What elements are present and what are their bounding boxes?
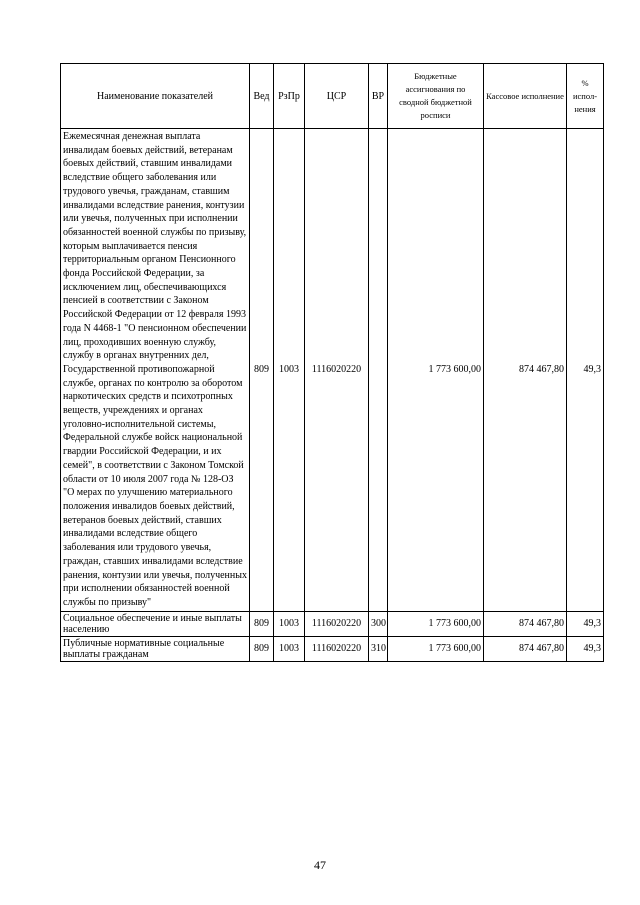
- row-vr: [369, 129, 388, 612]
- header-vr: ВР: [369, 64, 388, 129]
- row-cash: 874 467,80: [484, 611, 567, 636]
- row-name: Ежемесячная денежная выплата инвалидам боевых действий, ветеранам боевых действий, ставшим инвалидами вследствие общего заболевания или трудового увечья, гражданам, ставшим инвалидами вследствие ранения, контузии или увечья, полученных при исполнении обязанностей военной службы по призыву, которым выплачивается пенсия территориальным органом Пенсионного фонда Российской Федерации, за исключением лиц, обеспечивающихся пенсией в соответствии с Законом Российской Федерации от 12 февраля 1993 года N 4468-1 "О пенсионном обеспечении лиц, проходивших военную службу, службу в органах внутренних дел, Государственной противопожарной службе, органах по контролю за оборотом наркотических средств и психотропных веществ, учреждениях и органах уголовно-исполнительной системы, Федеральной службе войск национальной гвардии Российской Федерации, и их семей", в соответствии с Законом Томской области от 10 июля 2007 года № 128-ОЗ "О мерах по улучшению материального положения инвалидов боевых действий, ветеранов боевых действий, ставших инвалидами вследствие общего заболевания или трудового увечья, граждан, ставших инвалидами вследствие ранения, контузии или увечья, полученных при исполнении обязанностей военной службы по призыву": [61, 129, 250, 612]
- row-cash: 874 467,80: [484, 129, 567, 612]
- header-csr: ЦСР: [305, 64, 369, 129]
- table-row: [61, 611, 604, 636]
- row-vr: 300: [369, 611, 388, 636]
- table-row: [61, 636, 604, 661]
- header-percent: % испол-нения: [567, 64, 604, 129]
- row-ved: 809: [250, 636, 274, 661]
- table-header-row: [61, 64, 604, 129]
- row-percent: 49,3: [567, 129, 604, 612]
- header-ved: Вед: [250, 64, 274, 129]
- row-allocations: 1 773 600,00: [388, 129, 484, 612]
- header-cash: Кассовое исполнение: [484, 64, 567, 129]
- row-rzpr: 1003: [274, 611, 305, 636]
- row-name: Социальное обеспечение и иные выплаты населению: [61, 611, 250, 636]
- row-percent: 49,3: [567, 636, 604, 661]
- row-allocations: 1 773 600,00: [388, 636, 484, 661]
- row-csr: 1116020220: [305, 611, 369, 636]
- row-ved: 809: [250, 129, 274, 612]
- header-name: Наименование показателей: [61, 64, 250, 129]
- row-vr: 310: [369, 636, 388, 661]
- budget-execution-table: [60, 63, 604, 662]
- row-csr: 1116020220: [305, 636, 369, 661]
- row-rzpr: 1003: [274, 636, 305, 661]
- row-rzpr: 1003: [274, 129, 305, 612]
- table-row: [61, 129, 604, 612]
- row-percent: 49,3: [567, 611, 604, 636]
- row-name: Публичные нормативные социальные выплаты гражданам: [61, 636, 250, 661]
- header-rzpr: РзПр: [274, 64, 305, 129]
- row-allocations: 1 773 600,00: [388, 611, 484, 636]
- row-ved: 809: [250, 611, 274, 636]
- page-number: 47: [314, 858, 326, 872]
- header-allocations: Бюджетные ассигнования по сводной бюджетной росписи: [388, 64, 484, 129]
- row-csr: 1116020220: [305, 129, 369, 612]
- row-cash: 874 467,80: [484, 636, 567, 661]
